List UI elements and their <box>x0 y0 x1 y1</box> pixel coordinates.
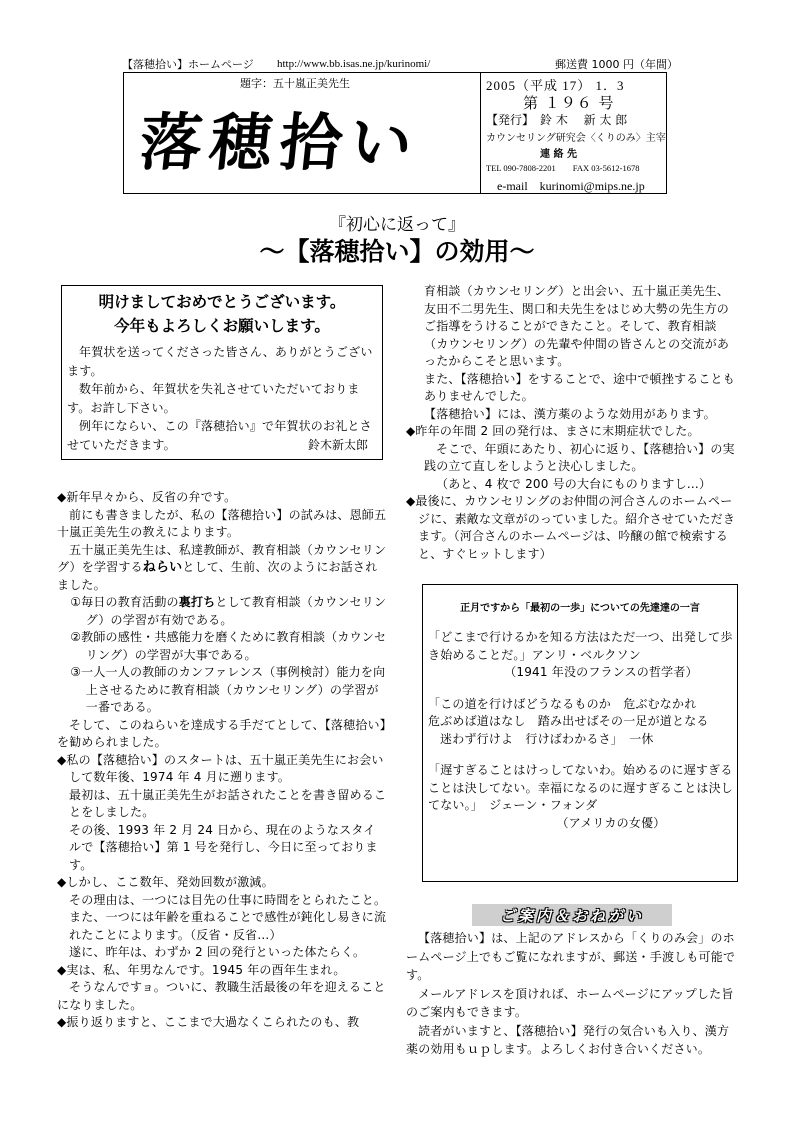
left-para-reason: その理由は、一つには目先の仕事に時間をとられたこと。また、一つには年齢を重ねることで感性が鈍化し易きに流れたことによります。（反省・反省…） <box>69 892 387 942</box>
quote-ikkyu-2: 危ぶめば道はなし 踏み出せばその一足が道となる <box>428 714 709 728</box>
right-column <box>406 283 738 563</box>
publisher-label: 【発行】 <box>486 113 535 127</box>
greeting-apology: 数年前から、年賀状を失礼させていただいております。お許し下さい。 <box>67 382 360 415</box>
postage-fee: 郵送費 1000 円（年間） <box>555 58 678 71</box>
right-para-herbal: 【落穂拾い】には、漢方薬のような効用があります。 <box>424 406 716 421</box>
aims-text-post: として、生前、次のようにお話されました。 <box>57 560 378 592</box>
greeting-line-2: 今年もよろしくお願いします。 <box>114 317 330 335</box>
left-para-final-year: そうなんですョ。ついに、教職生活最後の年を迎えることになりました。 <box>57 980 386 1012</box>
left-bullet-looking-back: ◆振り返りますと、ここまで大過なくこられたのも、教 <box>57 1015 360 1029</box>
organization: カウンセリング研究会〈くりのみ〉主宰 <box>486 133 666 144</box>
notice-para-access: 【落穂拾い】は、上記のアドレスから「くりのみ会」のホームページ上でもご覧になれますが、郵送・手渡しも可能です。 <box>406 931 736 982</box>
greeting-signature: 鈴木新太郎 <box>307 438 368 452</box>
aim1-bold: 裏打ち <box>178 595 216 609</box>
aim-item-2: ②教師の感性・共感能力を磨くために教育相談（カウンセリング）の学習が大事である。 <box>70 630 387 662</box>
greeting-line-1: 明けましておめでとうございます。 <box>98 293 346 311</box>
masthead-divider <box>480 72 481 194</box>
left-bullet-birthyear: ◆実は、私、年男なんです。1945 年の酉年生まれ。 <box>57 962 346 977</box>
left-column <box>57 489 387 1032</box>
left-para-aims <box>57 542 387 595</box>
aim-item-3: ③一人一人の教師のカンファレンス（事例検討）能力を向上させるために教育相談（カウンセリング）の学習が一番である。 <box>70 665 386 714</box>
issue-number: 第 １９６ 号 <box>523 94 615 112</box>
quote-box <box>422 584 738 882</box>
masthead-title: 落穂拾い <box>136 106 424 179</box>
calligraphy-credit: 題字：五十嵐正美先生 <box>240 77 350 90</box>
quote-ikkyu-1: 「この道を行けばどうなるものか 危ぶむなかれ <box>428 696 697 711</box>
left-bullet-start: ◆私の【落穂拾い】のスタートは、五十嵐正美先生にお会いして数年後、1974 年 4 月に遡ります。 <box>57 752 384 784</box>
right-para-no-stall: また、【落穂拾い】をすることで、途中で頓挫することもありませんでした。 <box>424 371 735 403</box>
left-para-last-year: 遂に、昨年は、わずか 2 回の発行といった体たらく。 <box>69 945 366 959</box>
aim-item-1 <box>57 594 387 629</box>
contact-label: 連 絡 先 <box>540 149 577 160</box>
notice-para-readers: 読者がいますと、【落穂拾い】発行の気合いも入り、漢方薬の効用もｕｐします。よろしくお付き合いください。 <box>406 1023 730 1056</box>
left-bullet-decline: ◆しかし、ここ数年、発効回数が激減。 <box>57 875 274 889</box>
aims-text-pre: 五十嵐正美先生は、私達教師が、教育相談（カウンセリング）を学習する <box>57 542 387 574</box>
headline-title: ～【落穂拾い】の効用～ <box>259 237 535 266</box>
left-bullet-reflection: ◆新年早々から、反省の弁です。 <box>57 490 237 504</box>
right-bullet-last-year: ◆昨年の年間 2 回の発行は、まさに末期症状でした。 <box>406 424 700 438</box>
publisher-name: 鈴 木 新 太 郎 <box>540 113 628 127</box>
greeting-box <box>61 285 383 460</box>
greeting-custom: 例年にならい、この『落穂拾い』で年賀状のお礼とさせていただきます。 <box>67 419 372 452</box>
right-bullet-kawai: ◆最後に、カウンセリングのお仲間の河合さんのホームページに、素敵な文章がのっていました。紹介させていただきます。（河合さんのホームページは、吟醸の館で検索すると、すぐヒットします） <box>406 494 736 561</box>
quote-ikkyu-3: 迷わず行けよ 行けばわかるさ」 一休 <box>440 731 654 746</box>
right-para-resolve: そこで、年頭にあたり、初心に返り、【落穂拾い】の実践の立て直しをしようと決心しました。 <box>424 441 735 473</box>
quote-fonda-note: （アメリカの女優） <box>556 815 666 830</box>
aim1-post: として教育相談（カウンセリング）の学習が有効である。 <box>85 595 387 627</box>
greeting-thanks: 年賀状を送ってくださった皆さん、ありがとうございます。 <box>67 345 373 378</box>
notice-heading: ご案内＆おねがい <box>499 907 644 925</box>
left-para-method: そして、このねらいを達成する手だてとして、【落穂拾い】を勧められました。 <box>57 717 386 749</box>
aims-bold: ねらい <box>142 560 183 575</box>
email-address[interactable]: e-mail kurinomi@mips.ne.jp <box>497 179 645 193</box>
quote-bergson-note: （1941 年没のフランスの哲学者） <box>504 665 698 679</box>
right-para-encounter: 育相談（カウンセリング）と出会い、五十嵐正美先生、友田不二男先生、関口和夫先生をはじめ大勢の先生方のご指導をうけることができたこと。そして、教育相談（カウンセリング）の先輩や仲間の皆さんとの交流があったからこそと思います。 <box>424 284 730 368</box>
issue-date: 2005（平成 17） 1．3 <box>486 78 625 93</box>
left-para-since-1993: その後、1993 年 2 月 24 日から、現在のようなスタイルで【落穂拾い】第 1 号を発行し、今日に至っております。 <box>69 822 378 872</box>
quote-heading: 正月ですから「最初の一歩」についての先達達の一言 <box>460 603 700 614</box>
aim1-pre: ①毎日の教育活動の <box>70 595 179 609</box>
left-para-mentor: 前にも書きましたが、私の【落穂拾い】の試みは、恩師五十嵐正美先生の教えによります。 <box>57 507 387 539</box>
left-para-first: 最初は、五十嵐正美先生がお話されたことを書き留めることをしました。 <box>69 787 387 819</box>
right-para-200: （あと、4 枚で 200 号の大台にものりますし…） <box>436 476 712 491</box>
notice-para-email: メールアドレスを頂ければ、ホームページにアップした旨のご案内もできます。 <box>406 986 734 1019</box>
notice-body <box>406 929 738 1059</box>
quote-bergson: 「どこまで行けるかを知る方法はただ一つ、出発して歩き始めることだ。」アンリ・ベルクソン <box>428 630 733 662</box>
site-url[interactable]: http://www.bb.isas.ne.jp/kurinomi/ <box>277 58 431 70</box>
quote-fonda: 「遅すぎることはけっしてないわ。始めるのに遅すぎることは決してない。幸福になるのに遅すぎることは決してない。」 ジェーン・フォンダ <box>428 763 734 812</box>
site-label: 【落穂拾い】ホームページ <box>122 58 254 71</box>
headline-subtitle: 『初心に返って』 <box>329 215 465 235</box>
tel-fax: TEL 090-7808-2201 FAX 03-5612-1678 <box>486 163 640 173</box>
